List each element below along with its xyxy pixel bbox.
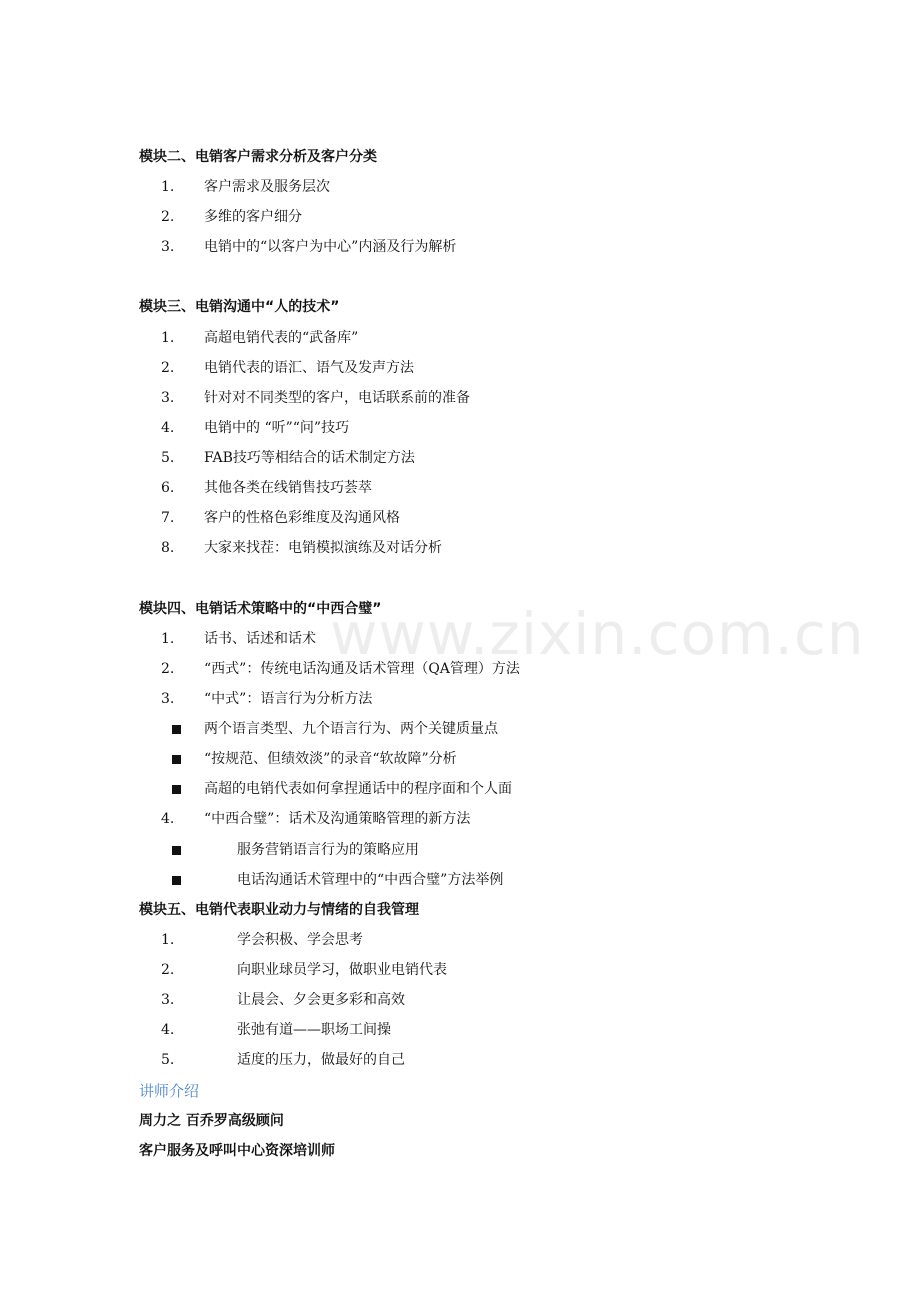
square-bullet-icon: [172, 876, 181, 885]
list-number: 8.: [161, 540, 175, 556]
module2-title: 模块二、电销客户需求分析及客户分类: [139, 149, 377, 165]
list-text: 学会积极、学会思考: [237, 932, 363, 948]
module3-title: 模块三、电销沟通中“人的技术”: [139, 299, 340, 315]
list-number: 7.: [161, 510, 175, 526]
list-number: 2.: [161, 962, 175, 978]
list-number: 1.: [161, 330, 175, 346]
list-number: 3.: [161, 239, 175, 255]
list-number: 3.: [161, 691, 175, 707]
bullet-text: 电话沟通话术管理中的“中西合璧”方法举例: [237, 872, 504, 888]
list-text: 让晨会、夕会更多彩和高效: [237, 992, 405, 1008]
list-number: 1.: [161, 631, 175, 647]
square-bullet-icon: [172, 725, 181, 734]
instructor-role: 客户服务及呼叫中心资深培训师: [139, 1143, 335, 1159]
bullet-text: 两个语言类型、九个语言行为、两个关键质量点: [204, 721, 498, 737]
list-text: 话书、话述和话术: [204, 631, 316, 647]
list-number: 4.: [161, 1022, 175, 1038]
watermark: www.zixin.com.cn: [330, 600, 865, 668]
list-text: 大家来找茬：电销模拟演练及对话分析: [204, 540, 442, 556]
list-number: 5.: [161, 450, 175, 466]
list-text: 向职业球员学习，做职业电销代表: [237, 962, 447, 978]
list-text: 适度的压力，做最好的自己: [237, 1052, 405, 1068]
list-text: 高超电销代表的“武备库”: [204, 330, 359, 346]
square-bullet-icon: [172, 755, 181, 764]
list-number: 1.: [161, 932, 175, 948]
list-text: 电销代表的语汇、语气及发声方法: [204, 360, 414, 376]
list-text: 张弛有道——职场工间操: [237, 1022, 391, 1038]
list-text: “西式”：传统电话沟通及话术管理（QA管理）方法: [204, 661, 520, 677]
list-text: 电销中的“以客户为中心”内涵及行为解析: [204, 239, 457, 255]
list-number: 2.: [161, 360, 175, 376]
square-bullet-icon: [172, 785, 181, 794]
list-text: 其他各类在线销售技巧荟萃: [204, 480, 372, 496]
square-bullet-icon: [172, 846, 181, 855]
list-text: “中式”：语言行为分析方法: [204, 691, 373, 707]
list-text: 客户的性格色彩维度及沟通风格: [204, 510, 400, 526]
list-number: 2.: [161, 661, 175, 677]
bullet-text: 高超的电销代表如何拿捏通话中的程序面和个人面: [204, 781, 512, 797]
bullet-text: “按规范、但绩效淡”的录音“软故障”分析: [204, 751, 457, 767]
bullet-text: 服务营销语言行为的策略应用: [237, 842, 419, 858]
list-number: 4.: [161, 811, 175, 827]
instructor-heading: 讲师介绍: [139, 1082, 200, 1100]
list-text: 客户需求及服务层次: [204, 179, 330, 195]
list-text: “中西合璧”：话术及沟通策略管理的新方法: [204, 811, 471, 827]
list-number: 3.: [161, 390, 175, 406]
list-text: 多维的客户细分: [204, 209, 302, 225]
module4-title: 模块四、电销话术策略中的“中西合璧”: [139, 601, 382, 617]
instructor-name-title: 周力之 百乔罗高级顾问: [139, 1113, 284, 1129]
list-number: 6.: [161, 480, 175, 496]
list-number: 5.: [161, 1052, 175, 1068]
list-text: FAB技巧等相结合的话术制定方法: [204, 450, 415, 466]
list-text: 电销中的 “听”“问”技巧: [204, 420, 350, 436]
module5-title: 模块五、电销代表职业动力与情绪的自我管理: [139, 902, 419, 918]
list-number: 3.: [161, 992, 175, 1008]
list-number: 2.: [161, 209, 175, 225]
list-text: 针对对不同类型的客户，电话联系前的准备: [204, 390, 470, 406]
list-number: 4.: [161, 420, 175, 436]
list-number: 1.: [161, 179, 175, 195]
